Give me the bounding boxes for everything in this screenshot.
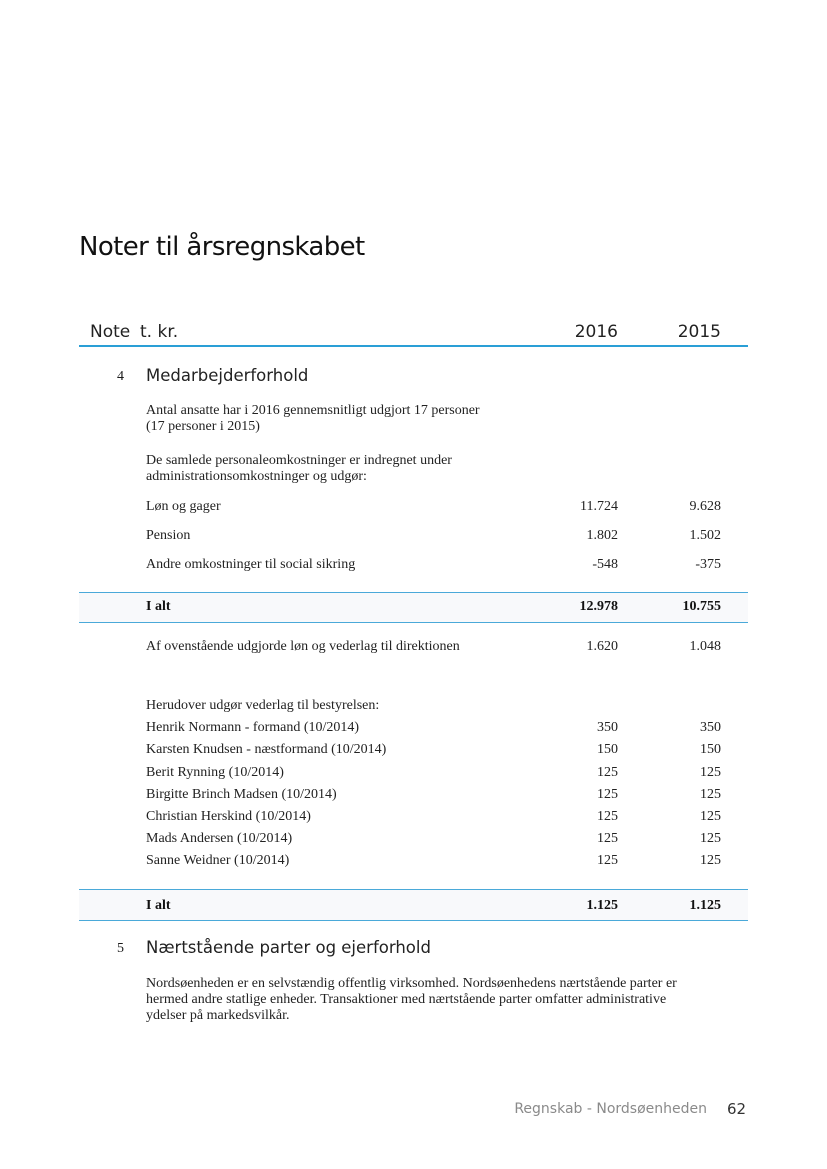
row-2016-wages: 11.724 bbox=[580, 499, 618, 514]
board-member-2016: 150 bbox=[597, 742, 618, 757]
board-total-2015: 1.125 bbox=[689, 898, 721, 913]
employees-text-line1: Antal ansatte har i 2016 gennemsnitligt udgjort 17 personer bbox=[146, 403, 480, 418]
board-member-2015: 125 bbox=[700, 809, 721, 824]
header-unit: t. kr. bbox=[140, 322, 179, 342]
note-number-5: 5 bbox=[117, 941, 124, 956]
board-member-label: Berit Rynning (10/2014) bbox=[146, 765, 284, 780]
page-title: Noter til årsregnskabet bbox=[79, 232, 365, 262]
row-2015-social: -375 bbox=[695, 557, 721, 572]
row-2016-social: -548 bbox=[592, 557, 618, 572]
board-total-rule-bottom bbox=[79, 920, 748, 921]
row-2015-wages: 9.628 bbox=[689, 499, 721, 514]
total-label: I alt bbox=[146, 599, 171, 614]
total-rule-bottom bbox=[79, 622, 748, 623]
board-member-label: Sanne Weidner (10/2014) bbox=[146, 853, 290, 868]
footer-label: Regnskab - Nordsøenheden bbox=[514, 1101, 707, 1117]
board-member-label: Karsten Knudsen - næstformand (10/2014) bbox=[146, 742, 387, 757]
board-total-rule-top bbox=[79, 889, 748, 890]
board-member-2015: 125 bbox=[700, 831, 721, 846]
row-label-wages: Løn og gager bbox=[146, 499, 221, 514]
board-member-label: Mads Andersen (10/2014) bbox=[146, 831, 293, 846]
row-2016-pension: 1.802 bbox=[586, 528, 618, 543]
total-2015: 10.755 bbox=[682, 599, 721, 614]
header-note: Note bbox=[90, 322, 131, 342]
board-member-2015: 150 bbox=[700, 742, 721, 757]
row-2015-pension: 1.502 bbox=[689, 528, 721, 543]
note-number-4: 4 bbox=[117, 369, 124, 384]
related-parties-line3: ydelser på markedsvilkår. bbox=[146, 1008, 290, 1023]
board-member-2016: 125 bbox=[597, 765, 618, 780]
page-number: 62 bbox=[727, 1100, 747, 1118]
total-2016: 12.978 bbox=[579, 599, 618, 614]
board-total-2016: 1.125 bbox=[586, 898, 618, 913]
total-rule-top bbox=[79, 592, 748, 593]
employees-text-line2: (17 personer i 2015) bbox=[146, 419, 260, 434]
related-parties-line2: hermed andre statlige enheder. Transaktioner med nærtstående parter omfatter administrative bbox=[146, 992, 667, 1007]
related-parties-line1: Nordsøenheden er en selvstændig offentlig virksomhed. Nordsøenhedens nærtstående parter er bbox=[146, 976, 677, 991]
board-member-2015: 125 bbox=[700, 853, 721, 868]
header-year-2015: 2015 bbox=[677, 322, 721, 342]
section-title-5: Nærtstående parter og ejerforhold bbox=[146, 938, 431, 957]
row-label-pension: Pension bbox=[146, 528, 191, 543]
costs-text-line2: administrationsomkostninger og udgør: bbox=[146, 469, 367, 484]
board-member-2015: 350 bbox=[700, 720, 721, 735]
board-intro: Herudover udgør vederlag til bestyrelsen: bbox=[146, 698, 380, 713]
board-member-2016: 125 bbox=[597, 831, 618, 846]
board-member-2016: 350 bbox=[597, 720, 618, 735]
row-label-social: Andre omkostninger til social sikring bbox=[146, 557, 356, 572]
header-rule bbox=[79, 345, 748, 347]
board-member-2016: 125 bbox=[597, 809, 618, 824]
costs-text-line1: De samlede personaleomkostninger er indregnet under bbox=[146, 453, 452, 468]
board-member-label: Birgitte Brinch Madsen (10/2014) bbox=[146, 787, 337, 802]
direction-2015: 1.048 bbox=[689, 639, 721, 654]
board-member-label: Henrik Normann - formand (10/2014) bbox=[146, 720, 360, 735]
board-member-2015: 125 bbox=[700, 765, 721, 780]
board-member-2015: 125 bbox=[700, 787, 721, 802]
board-member-label: Christian Herskind (10/2014) bbox=[146, 809, 311, 824]
board-member-2016: 125 bbox=[597, 853, 618, 868]
board-total-label: I alt bbox=[146, 898, 171, 913]
header-year-2016: 2016 bbox=[574, 322, 618, 342]
board-member-2016: 125 bbox=[597, 787, 618, 802]
direction-2016: 1.620 bbox=[586, 639, 618, 654]
direction-label: Af ovenstående udgjorde løn og vederlag til direktionen bbox=[146, 639, 460, 654]
section-title-4: Medarbejderforhold bbox=[146, 366, 309, 385]
